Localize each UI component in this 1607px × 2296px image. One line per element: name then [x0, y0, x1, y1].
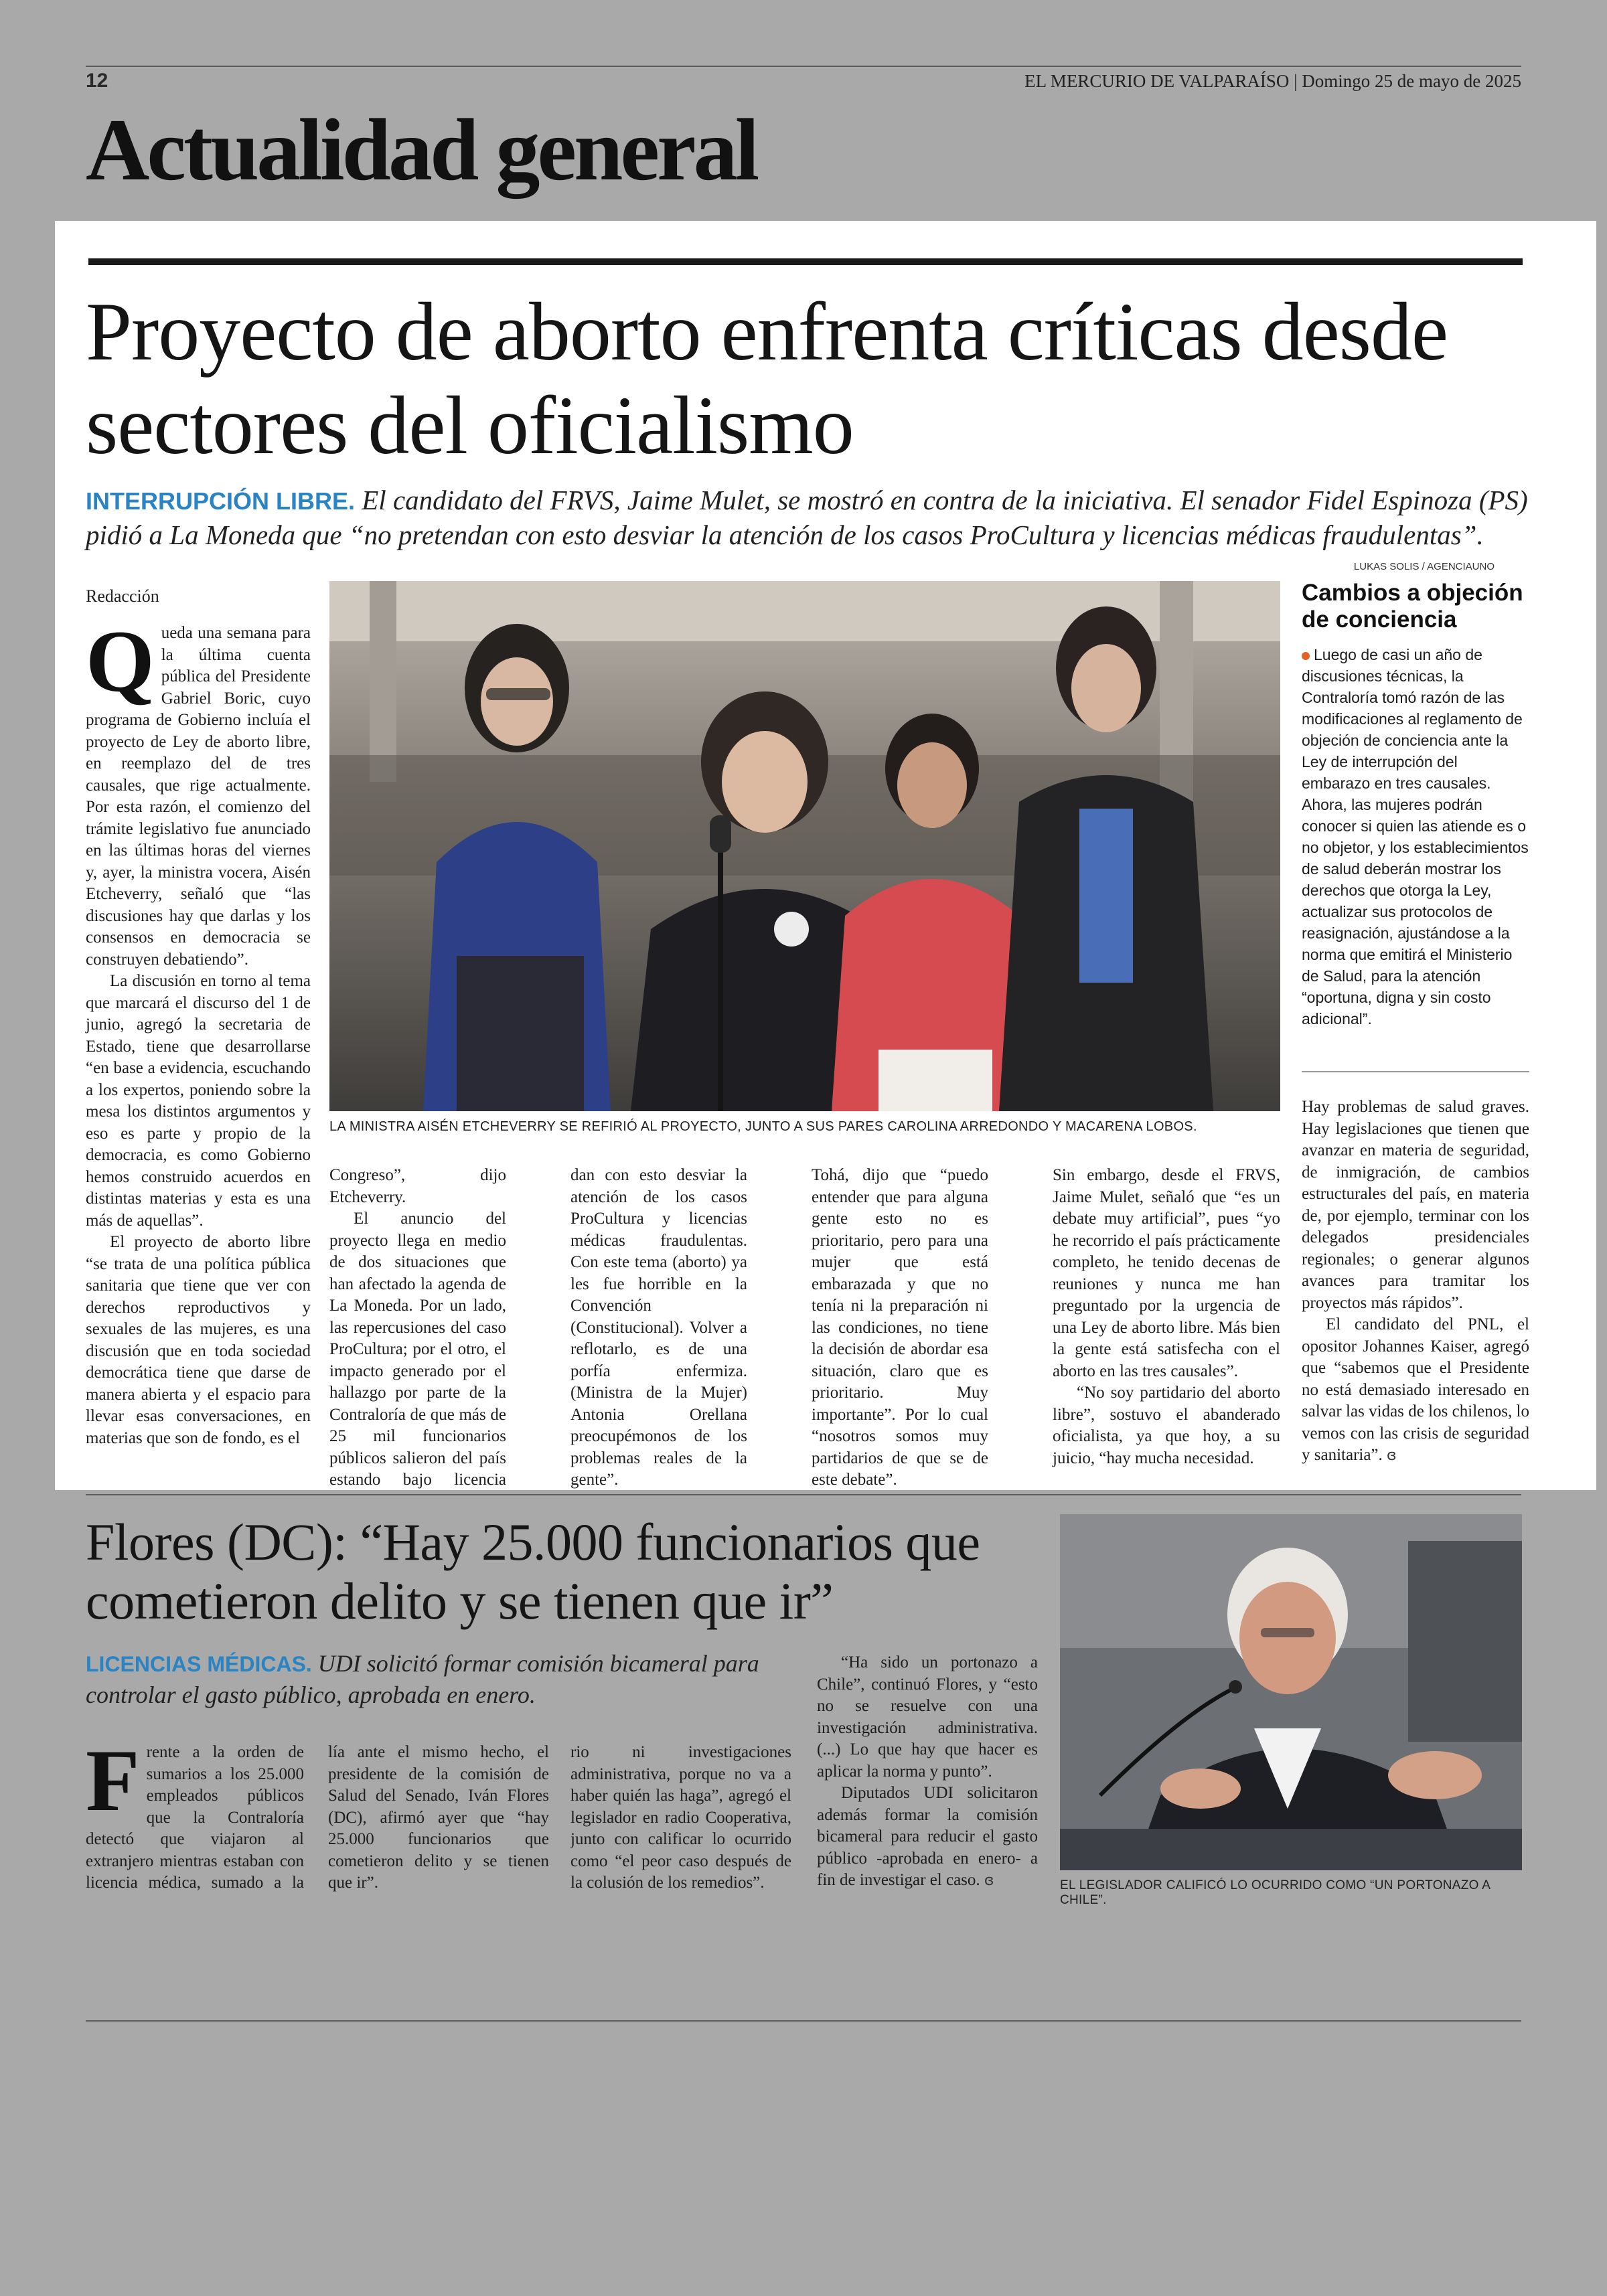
paragraph: Queda una semana para la última cuenta pública del Presidente Gabriel Boric, cuyo programa de Gobierno incluía el proyecto de Ley de aborto libre, en reemplazo del de tres causales, que rige actualmente. Por esta razón, el comienzo del trámite legislativo fue anunciado en las últimas horas del viernes y, ayer, la ministra vocera, Aisén Etcheverry, señaló que “las discusiones hay que darlas y los consensos en democracia se construyen debatiendo”. [86, 612, 311, 969]
end-mark-icon: ɞ [1387, 1447, 1397, 1464]
top-divider [86, 66, 1521, 67]
section-title: Actualidad general [86, 100, 757, 199]
article-column-6 [1302, 1096, 1529, 1467]
drop-cap: Q [86, 612, 155, 710]
end-mark-icon: ɞ [984, 1872, 994, 1889]
main-photo [329, 581, 1280, 1111]
paragraph: El proyecto de aborto libre “se trata de una política pública sanitaria que tiene que ver con derechos reproductivos y sexuales de las mujeres, es una discusión que en toda sociedad democrática tiene que darse de manera abierta y el espacio para llevar esas conversaciones, en materias que son de fondo, es el [86, 1233, 311, 1447]
article-column-1 [86, 612, 311, 1449]
main-headline: Proyecto de aborto enfrenta críticas desde sectores del oficialismo [86, 286, 1448, 471]
article-column-3 [570, 1165, 747, 1490]
headline-rule [88, 258, 1523, 265]
paragraph: El candidato del PNL, el opositor Johannes Kaiser, agregó que “sabemos que el Presidente no está demasiado interesado en salvar las vidas de los chilenos, lo vemos con las crisis de seguridad y sanitaria”. ɞ [1302, 1315, 1529, 1464]
drop-cap: F [86, 1742, 140, 1829]
second-headline: Flores (DC): “Hay 25.000 funcionarios que cometieron delito y se tienen que ir” [86, 1513, 980, 1630]
kicker-text: El candidato del FRVS, Jaime Mulet, se mostró en contra de la iniciativa. El senador Fidel Espinoza (PS) pidió a La Moneda que “no pretendan con esto desviar la atención de los casos ProCultura y licencias médicas fraudulentas”. [86, 485, 1528, 550]
paragraph: Congreso”, dijo Etcheverry. [329, 1166, 506, 1206]
byline: Redacción [86, 586, 159, 606]
paragraph: lía ante el mismo hecho, el presidente de la comisión de Salud del Senado, Iván Flores (DC), afirmó ayer que “hay 25.000 funcionarios que cometieron delito y se tienen que ir”. [328, 1743, 549, 1892]
paragraph [328, 1894, 549, 1896]
main-kicker [86, 483, 1539, 552]
kicker-tag: INTERRUPCIÓN LIBRE. [86, 487, 356, 515]
paragraph: Frente a la orden de sumarios a los 25.000 empleados públicos que la Contraloría detectó que viajaron al extranjero mientras estaban con licencia médica, sumado a la [86, 1742, 304, 1892]
article-column-2 [329, 1165, 506, 1490]
sidebar-text: Luego de casi un año de discusiones técnicas, la Contraloría tomó razón de las modificaciones al reglamento de objeción de conciencia ante la Ley de interrupción del embarazo en tres causales. Ahora, las mujeres podrán conocer si quien las atiende es o no objetor, y los establecimientos de salud deberán mostrar los derechos que otorga la Ley, actualizar sus protocolos de reasignación, ajustándose a la norma que emitirá el Ministerio de Salud, para la atención “oportuna, digna y sin costo adicional”. [1302, 646, 1529, 1028]
article-column-5 [1053, 1165, 1280, 1469]
second-column-4 [817, 1652, 1038, 1900]
second-photo-caption: EL LEGISLADOR CALIFICÓ LO OCURRIDO COMO “UN PORTONAZO A CHILE”. [1060, 1878, 1490, 1907]
main-article [55, 221, 1596, 1490]
paragraph: “Ha sido un portonazo a Chile”, continuó Flores, y “esto no se resuelve con una investigación administrativa. (...) Lo que hay que hacer es aplicar la norma y punto”. [817, 1653, 1038, 1781]
paragraph: Hay problemas de salud graves. Hay legislaciones que tienen que avanzar en materia de seguridad, de inmigración, de cambios estructurales del país, en materia de, por ejemplo, terminar con los delegados presidenciales regionales; o generar algunos avances para tramitar los proyectos más rápidos”. [1302, 1098, 1529, 1312]
sidebar-title: Cambios a objeción de conciencia [1302, 580, 1523, 633]
kicker-tag: LICENCIAS MÉDICAS. [86, 1652, 312, 1676]
second-photo [1060, 1514, 1522, 1870]
photo-credit: LUKAS SOLIS / AGENCIAUNO [1353, 561, 1495, 572]
kicker-text: UDI solicitó formar comisión bicameral para controlar el gasto público, aprobada en enero. [86, 1650, 759, 1708]
second-article-divider [86, 1494, 1521, 1495]
photo-caption: LA MINISTRA AISÉN ETCHEVERRY SE REFIRIÓ AL PROYECTO, JUNTO A SUS PARES CAROLINA ARREDONDO Y MACARENA LOBOS. [329, 1119, 1197, 1134]
newspaper-date-line: EL MERCURIO DE VALPARAÍSO | Domingo 25 de mayo de 2025 [1024, 71, 1521, 91]
article-column-4 [812, 1165, 988, 1490]
second-column-2 [328, 1742, 549, 1896]
second-column-1 [86, 1742, 304, 1896]
second-kicker [86, 1648, 795, 1710]
paragraph: dan con esto desviar la atención de los casos ProCultura y licencias médicas fraudulentas. Con este tema (aborto) ya les fue horrible en la Convención (Constitucional). Volver a reflotarlo, es de una porfía enfermiza. (Ministra de la Mujer) Antonia Orellana preocupémonos de los problemas reales de la gente”. [570, 1166, 747, 1489]
paragraph: Tohá, dijo que “puedo entender que para alguna gente esto no es prioritario, pero para una mujer que está embarazada y que no tenía ni la preparación ni las condiciones, no tiene la decisión de abordar esa situación, claro que es prioritario. Muy importante”. Por lo cual “nosotros somos muy partidarios de que se de este debate”. [812, 1166, 988, 1489]
page-number: 12 [86, 70, 108, 92]
bottom-divider [86, 2020, 1521, 2022]
paragraph: “No soy partidario del aborto libre”, sostuvo el abanderado oficialista, ya que hoy, a su juicio, “hay mucha necesidad. [1053, 1384, 1280, 1467]
sidebar-divider [1302, 1071, 1529, 1072]
bullet-icon [1302, 652, 1310, 660]
paragraph: La discusión en torno al tema que marcará el discurso del 1 de junio, agregó la secretaria de Estado, tiene que desarrollarse “en base a evidencia, escuchando a los expertos, poniendo sobre la mesa los distintos argumentos y eso es parte y propio de la democracia, es como Gobierno hemos construido acuerdos en distintas materias y esta es una más de aquellas”. [86, 972, 311, 1230]
legislator-photo [1060, 1514, 1522, 1870]
paragraph: Sin embargo, desde el FRVS, Jaime Mulet, señaló que “es un debate muy artificial”, pues “yo he recorrido el país prácticamente completo, he tenido decenas de reuniones y nunca me han preguntado por la urgencia de una Ley de aborto libre. Más bien la gente está satisfecha con el aborto en las tres causales”. [1053, 1166, 1280, 1380]
paragraph: Diputados UDI solicitaron además formar la comisión bicameral para reducir el gasto público -aprobada en enero- a fin de investigar el caso. ɞ [817, 1784, 1038, 1889]
ministers-photo [329, 581, 1280, 1111]
paragraph: rio ni investigaciones administrativa, porque no va a haber quién las haga”, agregó el legislador en radio Cooperativa, junto con calificar lo ocurrido como “el peor caso después de la colusión de los remedios”. [570, 1743, 791, 1892]
second-column-3 [570, 1742, 791, 1896]
paragraph: El anuncio del proyecto llega en medio de dos situaciones que han afectado la agenda de La Moneda. Por un lado, las repercusiones del caso ProCultura; por el otro, el impacto generado por el hallazgo por parte de la Contraloría de que más de 25 mil funcionarios públicos salieron del país estando bajo licencia [329, 1210, 506, 1489]
